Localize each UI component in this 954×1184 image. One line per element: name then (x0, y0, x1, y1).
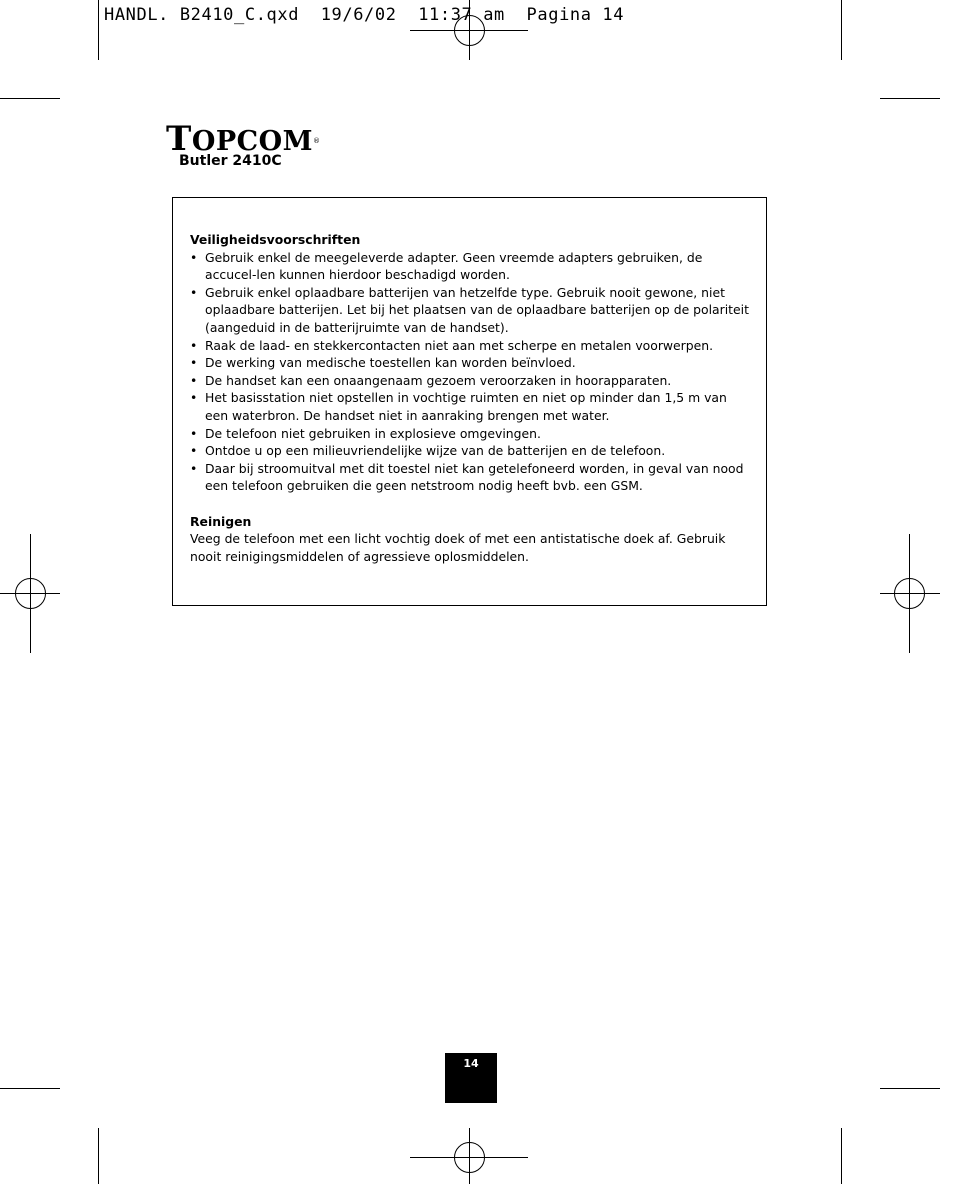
safety-item: • Gebruik enkel oplaadbare batterijen van hetzelfde type. Gebruik nooit gewone, niet oplaadbare batterijen. Let bij het plaatsen van de oplaadbare batterijen op de polariteit (aangeduid in de batterijruimte van de handset). (190, 284, 750, 337)
print-slug-line: HANDL. B2410_C.qxd 19/6/02 11:37 am Pagina 14 (104, 5, 625, 25)
safety-item: • Raak de laad- en stekkercontacten niet aan met scherpe en metalen voorwerpen. (190, 337, 750, 355)
cleaning-text: Veeg de telefoon met een licht vochtig doek of met een antistatische doek af. Gebruik nooit reinigingsmiddelen of agressieve oplosmiddelen. (190, 531, 726, 564)
registration-mark-top (410, 0, 528, 60)
safety-item: • Daar bij stroomuitval met dit toestel niet kan getelefoneerd worden, in geval van nood een telefoon gebruiken die geen netstroom nodig heeft bvb. een GSM. (190, 460, 750, 495)
registered-mark: ® (313, 137, 321, 145)
registration-mark-bottom (410, 1128, 528, 1184)
logo-initial: T (166, 119, 192, 159)
safety-instructions-box (172, 197, 767, 606)
safety-item: • Het basisstation niet opstellen in vochtige ruimten en niet op minder dan 1,5 m van een waterbron. De handset niet in aanraking brengen met water. (190, 389, 750, 424)
page-number: 14 (463, 1057, 479, 1070)
safety-item: • De werking van medische toestellen kan worden beïnvloed. (190, 354, 750, 372)
safety-item: • De handset kan een onaangenaam gezoem veroorzaken in hoorapparaten. (190, 372, 750, 390)
safety-item: • De telefoon niet gebruiken in explosieve omgevingen. (190, 425, 750, 443)
safety-item: • Ontdoe u op een milieuvriendelijke wijze van de batterijen en de telefoon. (190, 442, 750, 460)
model-name: Butler 2410C (179, 153, 282, 169)
registration-mark-left (0, 534, 60, 653)
logo-rest: OPCOM (191, 126, 314, 157)
safety-item: • Gebruik enkel de meegeleverde adapter. Geen vreemde adapters gebruiken, de accucel-len kunnen hierdoor beschadigd worden. (190, 249, 750, 284)
registration-mark-right (880, 534, 940, 653)
section-spacer (190, 495, 750, 513)
safety-heading: Veiligheidsvoorschriften (190, 232, 361, 247)
box-content (190, 231, 750, 565)
safety-list (190, 249, 750, 495)
cleaning-heading: Reinigen (190, 513, 252, 529)
page-number-box (445, 1053, 497, 1103)
